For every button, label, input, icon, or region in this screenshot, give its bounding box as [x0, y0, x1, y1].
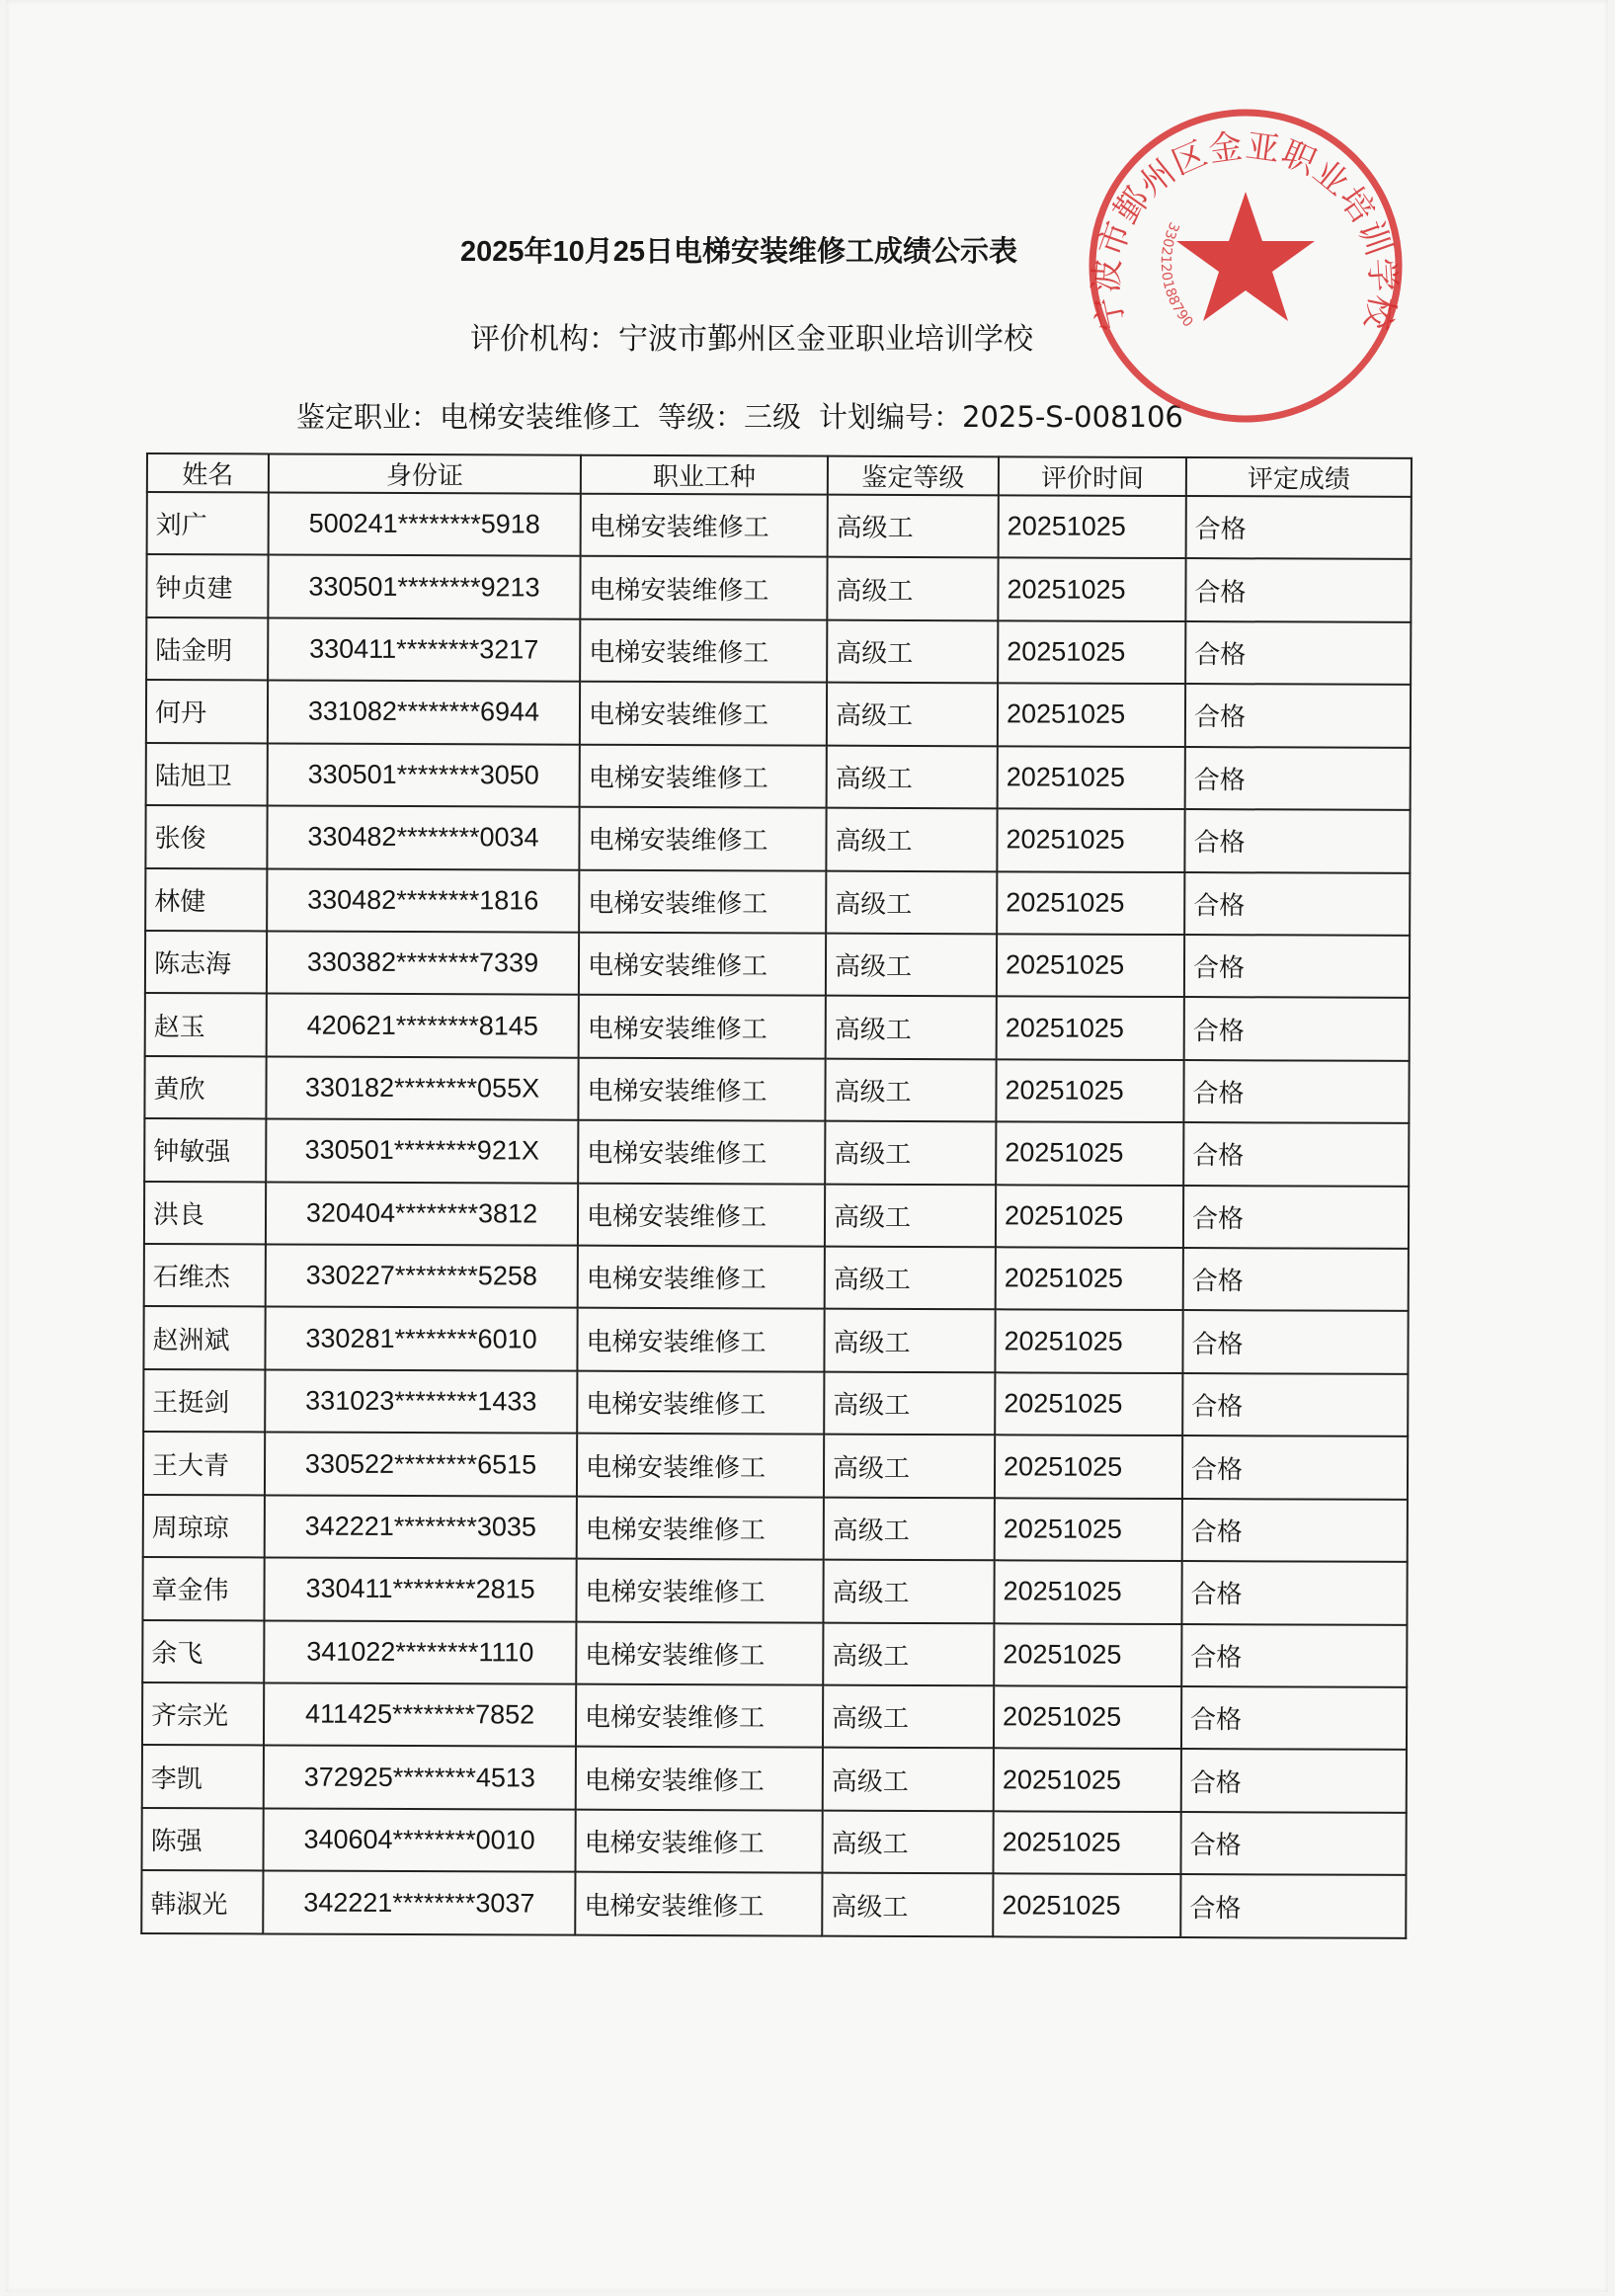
- cell-name: 洪良: [144, 1182, 266, 1245]
- cell-result: 合格: [1181, 1561, 1407, 1624]
- cell-occupation: 电梯安装维修工: [576, 1621, 823, 1684]
- cell-eval-date: 20251025: [998, 684, 1185, 747]
- cell-id-number: 342221********3037: [263, 1871, 575, 1935]
- cell-name: 何丹: [146, 680, 268, 743]
- table-row: [143, 1432, 1408, 1499]
- cell-name: 王大青: [143, 1432, 265, 1495]
- table-row: [142, 1557, 1407, 1624]
- cell-name: 李凯: [142, 1745, 264, 1808]
- cell-id-number: 411425********7852: [264, 1682, 576, 1747]
- cell-eval-date: 20251025: [996, 1247, 1183, 1310]
- cell-id-number: 330522********6515: [265, 1433, 577, 1497]
- cell-occupation: 电梯安装维修工: [576, 1559, 823, 1622]
- cell-result: 合格: [1184, 872, 1410, 936]
- document-sheet: [6, 0, 1608, 2292]
- cell-result: 合格: [1183, 1186, 1409, 1249]
- cell-id-number: 372925********4513: [264, 1746, 576, 1810]
- table-header-row: [147, 453, 1412, 497]
- cell-result: 合格: [1181, 1686, 1407, 1750]
- cell-level: 高级工: [825, 1247, 996, 1310]
- level-label: 等级：三级: [658, 400, 802, 434]
- cell-level: 高级工: [826, 934, 997, 997]
- cell-name: 赵洲斌: [143, 1306, 265, 1369]
- cell-eval-date: 20251025: [997, 997, 1184, 1060]
- cell-result: 合格: [1185, 558, 1411, 621]
- cell-eval-date: 20251025: [997, 871, 1184, 935]
- cell-name: 齐宗光: [142, 1682, 264, 1746]
- cell-result: 合格: [1181, 1624, 1407, 1687]
- cell-name: 韩淑光: [141, 1870, 263, 1933]
- official-seal: [1085, 105, 1407, 427]
- cell-name: 黄欣: [144, 1056, 266, 1119]
- table-row: [146, 554, 1411, 621]
- cell-occupation: 电梯安装维修工: [578, 1183, 825, 1246]
- table-row: [144, 1244, 1409, 1311]
- cell-result: 合格: [1184, 997, 1410, 1060]
- results-table: [140, 452, 1413, 1939]
- cell-occupation: 电梯安装维修工: [577, 1434, 824, 1497]
- cell-result: 合格: [1182, 1499, 1408, 1562]
- cell-result: 合格: [1184, 935, 1410, 998]
- cell-result: 合格: [1183, 1122, 1409, 1186]
- cell-level: 高级工: [823, 1560, 994, 1623]
- table-row: [145, 868, 1410, 936]
- cell-result: 合格: [1185, 684, 1411, 747]
- cell-result: 合格: [1180, 1812, 1406, 1875]
- cell-name: 石维杰: [144, 1244, 266, 1307]
- cell-eval-date: 20251025: [995, 1372, 1182, 1435]
- cell-level: 高级工: [827, 745, 998, 808]
- cell-eval-date: 20251025: [995, 1498, 1182, 1561]
- evaluation-organization: 评价机构：宁波市鄞州区金亚职业培训学校: [470, 322, 1033, 357]
- cell-eval-date: 20251025: [996, 1185, 1183, 1248]
- cell-eval-date: 20251025: [997, 808, 1184, 871]
- cell-name: 赵玉: [145, 993, 267, 1056]
- cell-occupation: 电梯安装维修工: [581, 494, 828, 557]
- cell-name: 章金伟: [142, 1557, 264, 1620]
- cell-id-number: 342221********3035: [265, 1495, 577, 1559]
- cell-level: 高级工: [827, 557, 998, 620]
- cell-eval-date: 20251025: [994, 1623, 1181, 1686]
- cell-eval-date: 20251025: [998, 558, 1185, 621]
- cell-eval-date: 20251025: [996, 1122, 1183, 1186]
- cell-id-number: 330227********5258: [266, 1245, 578, 1309]
- cell-occupation: 电梯安装维修工: [577, 1371, 824, 1435]
- header-result: 评定成绩: [1186, 457, 1412, 497]
- cell-eval-date: 20251025: [994, 1560, 1181, 1623]
- table-row: [147, 492, 1412, 559]
- cell-name: 刘广: [147, 492, 269, 555]
- table-row: [145, 993, 1410, 1060]
- cell-level: 高级工: [825, 1058, 996, 1121]
- cell-eval-date: 20251025: [996, 1059, 1183, 1122]
- cell-result: 合格: [1184, 809, 1410, 872]
- cell-result: 合格: [1183, 1248, 1409, 1311]
- cell-occupation: 电梯安装维修工: [578, 1057, 825, 1120]
- cell-eval-date: 20251025: [993, 1811, 1180, 1874]
- cell-occupation: 电梯安装维修工: [580, 619, 827, 683]
- cell-id-number: 330482********1816: [267, 868, 579, 933]
- table-row: [145, 805, 1410, 872]
- cell-occupation: 电梯安装维修工: [579, 807, 826, 870]
- table-row: [146, 680, 1411, 747]
- cell-name: 余飞: [142, 1620, 264, 1683]
- cell-result: 合格: [1182, 1435, 1408, 1499]
- cell-result: 合格: [1183, 1060, 1409, 1123]
- table-row: [142, 1620, 1407, 1687]
- header-id-number: 身份证: [269, 453, 581, 493]
- table-row: [144, 1056, 1409, 1123]
- cell-result: 合格: [1182, 1373, 1408, 1436]
- table-row: [143, 1369, 1408, 1436]
- cell-name: 周琼琼: [143, 1495, 265, 1558]
- cell-id-number: 330411********3217: [268, 617, 580, 682]
- cell-name: 钟贞建: [146, 554, 268, 617]
- cell-level: 高级工: [825, 1184, 996, 1247]
- cell-eval-date: 20251025: [998, 620, 1185, 684]
- cell-eval-date: 20251025: [993, 1874, 1180, 1937]
- cell-level: 高级工: [823, 1748, 994, 1811]
- header-occupation: 职业工种: [581, 455, 828, 495]
- cell-occupation: 电梯安装维修工: [577, 1496, 824, 1559]
- cell-id-number: 331023********1433: [265, 1369, 577, 1434]
- cell-id-number: 331082********6944: [268, 681, 580, 745]
- cell-id-number: 330501********9213: [268, 555, 580, 619]
- header-level: 鉴定等级: [828, 456, 999, 496]
- cell-level: 高级工: [826, 808, 997, 871]
- cell-name: 陆旭卫: [146, 743, 268, 806]
- cell-occupation: 电梯安装维修工: [576, 1684, 823, 1748]
- cell-level: 高级工: [823, 1685, 994, 1749]
- cell-occupation: 电梯安装维修工: [579, 995, 826, 1058]
- cell-result: 合格: [1182, 1311, 1408, 1374]
- header-eval-date: 评价时间: [999, 456, 1186, 496]
- cell-result: 合格: [1180, 1874, 1406, 1938]
- cell-id-number: 420621********8145: [267, 994, 579, 1058]
- cell-eval-date: 20251025: [998, 746, 1185, 809]
- cell-name: 张俊: [145, 805, 267, 868]
- cell-occupation: 电梯安装维修工: [576, 1747, 823, 1810]
- cell-eval-date: 20251025: [994, 1685, 1181, 1749]
- cell-name: 陈志海: [145, 931, 267, 994]
- cell-id-number: 340604********0010: [263, 1808, 575, 1872]
- cell-eval-date: 20251025: [997, 934, 1184, 997]
- occupation-label: 鉴定职业：电梯安装维修工: [296, 400, 641, 434]
- table-row: [146, 743, 1411, 810]
- plan-number-label: 计划编号：2025-S-008106: [819, 400, 1183, 434]
- cell-eval-date: 20251025: [995, 1435, 1182, 1499]
- table-row: [141, 1808, 1406, 1875]
- cell-level: 高级工: [824, 1497, 995, 1560]
- cell-name: 陆金明: [146, 617, 268, 681]
- cell-id-number: 330182********055X: [266, 1056, 578, 1120]
- cell-level: 高级工: [827, 619, 998, 683]
- table-row: [143, 1306, 1408, 1373]
- cell-id-number: 320404********3812: [266, 1182, 578, 1246]
- header-name: 姓名: [147, 453, 269, 492]
- cell-id-number: 341022********1110: [264, 1620, 576, 1684]
- cell-result: 合格: [1185, 621, 1411, 685]
- cell-name: 王挺剑: [143, 1369, 265, 1433]
- cell-occupation: 电梯安装维修工: [578, 1246, 825, 1309]
- cell-level: 高级工: [822, 1873, 993, 1936]
- cell-level: 高级工: [826, 870, 997, 934]
- table-row: [143, 1495, 1408, 1562]
- cell-level: 高级工: [826, 996, 997, 1059]
- cell-name: 陈强: [141, 1808, 263, 1871]
- cell-id-number: 330281********6010: [265, 1307, 577, 1371]
- table-row: [142, 1745, 1407, 1812]
- table-row: [144, 1118, 1409, 1186]
- cell-id-number: 330382********7339: [267, 931, 579, 995]
- cell-occupation: 电梯安装维修工: [575, 1872, 822, 1936]
- cell-level: 高级工: [828, 495, 999, 558]
- table-row: [144, 1182, 1409, 1249]
- table-row: [141, 1870, 1406, 1938]
- cell-eval-date: 20251025: [995, 1310, 1182, 1373]
- table-row: [146, 617, 1411, 685]
- seal-number: 3302120188790: [1157, 219, 1196, 331]
- cell-id-number: 330411********2815: [264, 1558, 576, 1622]
- cell-occupation: 电梯安装维修工: [579, 933, 826, 996]
- cell-id-number: 330501********921X: [266, 1119, 578, 1184]
- cell-level: 高级工: [827, 683, 998, 746]
- seal-star-icon: [1176, 192, 1315, 321]
- cell-id-number: 330501********3050: [268, 743, 580, 807]
- document-title: 2025年10月25日电梯安装维修工成绩公示表: [460, 236, 1018, 268]
- cell-level: 高级工: [825, 1121, 996, 1185]
- cell-id-number: 330482********0034: [267, 806, 579, 870]
- cell-name: 林健: [145, 868, 267, 932]
- cell-occupation: 电梯安装维修工: [580, 682, 827, 745]
- cell-level: 高级工: [824, 1435, 995, 1498]
- cell-occupation: 电梯安装维修工: [577, 1308, 824, 1371]
- seal-ring-text: 宁波市鄞州区金亚职业培训学校: [1087, 125, 1403, 334]
- cell-level: 高级工: [823, 1622, 994, 1685]
- cell-result: 合格: [1181, 1749, 1407, 1812]
- cell-eval-date: 20251025: [999, 495, 1186, 558]
- cell-level: 高级工: [824, 1372, 995, 1435]
- cell-name: 钟敏强: [144, 1118, 266, 1182]
- cell-occupation: 电梯安装维修工: [580, 744, 827, 807]
- cell-occupation: 电梯安装维修工: [578, 1120, 825, 1184]
- cell-result: 合格: [1185, 747, 1411, 810]
- cell-occupation: 电梯安装维修工: [579, 869, 826, 933]
- cell-result: 合格: [1186, 496, 1412, 559]
- cell-occupation: 电梯安装维修工: [575, 1810, 822, 1873]
- cell-eval-date: 20251025: [994, 1749, 1181, 1812]
- cell-level: 高级工: [824, 1309, 995, 1372]
- cell-occupation: 电梯安装维修工: [580, 556, 827, 619]
- cell-id-number: 500241********5918: [269, 492, 581, 556]
- table-row: [142, 1682, 1407, 1750]
- table-row: [145, 931, 1410, 998]
- cell-level: 高级工: [822, 1810, 993, 1873]
